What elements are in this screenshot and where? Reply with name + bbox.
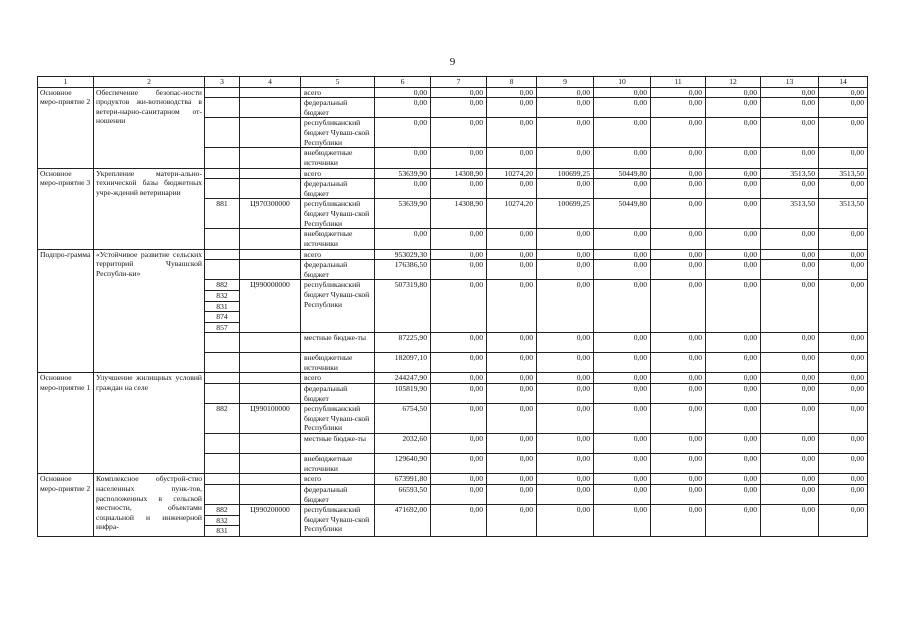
amount-cell: 0,00 bbox=[487, 98, 537, 118]
amount-cell: 0,00 bbox=[761, 280, 819, 333]
amount-cell: 0,00 bbox=[431, 353, 487, 373]
amount-cell: 0,00 bbox=[537, 148, 594, 168]
amount-cell: 50449,80 bbox=[594, 199, 651, 229]
amount-cell: 3513,50 bbox=[761, 168, 819, 179]
amount-cell: 0,00 bbox=[537, 485, 594, 505]
amount-cell: 0,00 bbox=[819, 353, 868, 373]
amount-cell: 0,00 bbox=[819, 249, 868, 260]
amount-cell: 100699,25 bbox=[537, 199, 594, 229]
funding-source: федеральный бюджет bbox=[301, 179, 375, 199]
amount-cell: 0,00 bbox=[431, 485, 487, 505]
amount-cell: 0,00 bbox=[431, 179, 487, 199]
funding-source: местные бюдже-ты bbox=[301, 434, 375, 454]
amount-cell: 0,00 bbox=[651, 384, 706, 404]
amount-cell: 0,00 bbox=[761, 384, 819, 404]
code-cell: 832 bbox=[205, 515, 240, 526]
code-cell: 831 bbox=[205, 301, 240, 312]
amount-cell: 0,00 bbox=[706, 168, 761, 179]
classifier-code: Ц990100000 bbox=[240, 404, 301, 434]
amount-cell: 0,00 bbox=[819, 87, 868, 98]
table-row bbox=[38, 87, 868, 98]
amount-cell: 0,00 bbox=[651, 454, 706, 474]
column-header: 14 bbox=[819, 77, 868, 88]
amount-cell: 0,00 bbox=[537, 384, 594, 404]
amount-cell: 0,00 bbox=[819, 280, 868, 333]
amount-cell: 0,00 bbox=[537, 404, 594, 434]
amount-cell: 0,00 bbox=[431, 87, 487, 98]
amount-cell: 0,00 bbox=[594, 148, 651, 168]
code-cell bbox=[205, 260, 240, 280]
amount-cell: 0,00 bbox=[594, 249, 651, 260]
amount-cell: 105819,90 bbox=[375, 384, 431, 404]
code-cell: 882 bbox=[205, 505, 240, 516]
amount-cell: 0,00 bbox=[819, 260, 868, 280]
amount-cell: 0,00 bbox=[537, 434, 594, 454]
amount-cell: 3513,50 bbox=[761, 199, 819, 229]
funding-source: республиканский бюджет Чуваш-ской Республики bbox=[301, 505, 375, 537]
program-description: Обеспечение безопас-ности продуктов жи-вотноводства в ветери-нарно-санитарном от-ношении bbox=[94, 87, 205, 168]
amount-cell: 0,00 bbox=[594, 229, 651, 249]
amount-cell: 0,00 bbox=[594, 404, 651, 434]
amount-cell: 673991,80 bbox=[375, 474, 431, 485]
code-cell: 857 bbox=[205, 322, 240, 333]
classifier-code bbox=[240, 474, 301, 485]
code-cell bbox=[205, 168, 240, 179]
amount-cell: 10274,20 bbox=[487, 168, 537, 179]
amount-cell: 0,00 bbox=[537, 474, 594, 485]
column-header: 5 bbox=[301, 77, 375, 88]
amount-cell: 0,00 bbox=[706, 148, 761, 168]
column-header: 10 bbox=[594, 77, 651, 88]
code-cell bbox=[205, 87, 240, 98]
amount-cell: 0,00 bbox=[594, 280, 651, 333]
amount-cell: 10274,20 bbox=[487, 199, 537, 229]
amount-cell: 0,00 bbox=[761, 179, 819, 199]
column-header: 7 bbox=[431, 77, 487, 88]
amount-cell: 0,00 bbox=[431, 474, 487, 485]
amount-cell: 0,00 bbox=[706, 260, 761, 280]
amount-cell: 0,00 bbox=[487, 333, 537, 353]
code-cell: 831 bbox=[205, 526, 240, 537]
amount-cell: 0,00 bbox=[537, 353, 594, 373]
page-number: 9 bbox=[449, 56, 456, 68]
column-header: 4 bbox=[240, 77, 301, 88]
classifier-code bbox=[240, 454, 301, 474]
column-header: 12 bbox=[706, 77, 761, 88]
classifier-code bbox=[240, 148, 301, 168]
program-description: Комплексное обустрой-ство населенных пунк-тов, расположенных в сельской местности, объектами социальной и инженерной инфра- bbox=[94, 474, 205, 537]
funding-source: республиканский бюджет Чуваш-ской Республики bbox=[301, 404, 375, 434]
amount-cell: 0,00 bbox=[761, 87, 819, 98]
amount-cell: 0,00 bbox=[819, 229, 868, 249]
amount-cell: 0,00 bbox=[651, 353, 706, 373]
amount-cell: 0,00 bbox=[537, 454, 594, 474]
amount-cell: 0,00 bbox=[819, 373, 868, 384]
code-cell bbox=[205, 384, 240, 404]
amount-cell: 0,00 bbox=[487, 179, 537, 199]
amount-cell: 66593,50 bbox=[375, 485, 431, 505]
amount-cell: 0,00 bbox=[431, 384, 487, 404]
amount-cell: 0,00 bbox=[761, 229, 819, 249]
amount-cell: 0,00 bbox=[706, 98, 761, 118]
amount-cell: 0,00 bbox=[651, 229, 706, 249]
amount-cell: 0,00 bbox=[706, 249, 761, 260]
funding-source: республиканский бюджет Чуваш-ской Республики bbox=[301, 118, 375, 148]
amount-cell: 0,00 bbox=[431, 404, 487, 434]
amount-cell: 0,00 bbox=[761, 260, 819, 280]
code-cell bbox=[205, 353, 240, 373]
amount-cell: 2032,60 bbox=[375, 434, 431, 454]
amount-cell: 0,00 bbox=[431, 229, 487, 249]
column-header: 13 bbox=[761, 77, 819, 88]
amount-cell: 0,00 bbox=[487, 353, 537, 373]
program-label: Подпро-грамма bbox=[38, 249, 94, 373]
code-cell bbox=[205, 373, 240, 384]
code-cell bbox=[205, 333, 240, 353]
amount-cell: 471692,00 bbox=[375, 505, 431, 537]
column-header: 1 bbox=[38, 77, 94, 88]
code-cell: 881 bbox=[205, 199, 240, 229]
funding-source: федеральный бюджет bbox=[301, 384, 375, 404]
program-label: Основное меро-приятие 2 bbox=[38, 87, 94, 168]
amount-cell: 0,00 bbox=[819, 505, 868, 537]
amount-cell: 0,00 bbox=[487, 384, 537, 404]
code-cell: 882 bbox=[205, 280, 240, 291]
classifier-code bbox=[240, 353, 301, 373]
amount-cell: 0,00 bbox=[651, 168, 706, 179]
amount-cell: 53639,90 bbox=[375, 168, 431, 179]
amount-cell: 0,00 bbox=[761, 505, 819, 537]
amount-cell: 0,00 bbox=[706, 333, 761, 353]
funding-source: всего bbox=[301, 168, 375, 179]
amount-cell: 0,00 bbox=[651, 485, 706, 505]
amount-cell: 0,00 bbox=[651, 179, 706, 199]
amount-cell: 0,00 bbox=[651, 434, 706, 454]
funding-source: всего bbox=[301, 474, 375, 485]
classifier-code bbox=[240, 485, 301, 505]
amount-cell: 0,00 bbox=[594, 260, 651, 280]
amount-cell: 0,00 bbox=[431, 98, 487, 118]
column-header: 9 bbox=[537, 77, 594, 88]
amount-cell: 0,00 bbox=[375, 98, 431, 118]
amount-cell: 0,00 bbox=[594, 384, 651, 404]
amount-cell: 0,00 bbox=[706, 87, 761, 98]
table-row bbox=[38, 249, 868, 260]
funding-source: внебюджетные источники bbox=[301, 229, 375, 249]
amount-cell: 0,00 bbox=[594, 434, 651, 454]
funding-source: республиканский бюджет Чуваш-ской Республики bbox=[301, 199, 375, 229]
amount-cell: 0,00 bbox=[537, 179, 594, 199]
classifier-code bbox=[240, 260, 301, 280]
amount-cell: 0,00 bbox=[594, 353, 651, 373]
amount-cell: 0,00 bbox=[487, 373, 537, 384]
amount-cell: 0,00 bbox=[651, 333, 706, 353]
amount-cell: 0,00 bbox=[761, 454, 819, 474]
amount-cell: 0,00 bbox=[431, 148, 487, 168]
amount-cell: 0,00 bbox=[761, 373, 819, 384]
amount-cell: 0,00 bbox=[706, 505, 761, 537]
budget-table bbox=[37, 76, 868, 537]
amount-cell: 0,00 bbox=[819, 404, 868, 434]
classifier-code: Ц990000000 bbox=[240, 280, 301, 333]
amount-cell: 0,00 bbox=[487, 434, 537, 454]
classifier-code bbox=[240, 98, 301, 118]
amount-cell: 0,00 bbox=[651, 474, 706, 485]
amount-cell: 0,00 bbox=[651, 148, 706, 168]
program-description: Улучшение жилищных условий граждан на селе bbox=[94, 373, 205, 474]
code-cell bbox=[205, 474, 240, 485]
amount-cell: 0,00 bbox=[375, 148, 431, 168]
program-description: «Устойчивое развитие сельских территорий Чувашской Республи-ки» bbox=[94, 249, 205, 373]
amount-cell: 0,00 bbox=[537, 98, 594, 118]
amount-cell: 0,00 bbox=[651, 87, 706, 98]
column-header: 11 bbox=[651, 77, 706, 88]
amount-cell: 0,00 bbox=[537, 229, 594, 249]
program-description: Укрепление матери-ально-технической базы бюджетных учре-ждений ветеринарии bbox=[94, 168, 205, 249]
amount-cell: 0,00 bbox=[819, 333, 868, 353]
amount-cell: 0,00 bbox=[706, 199, 761, 229]
amount-cell: 0,00 bbox=[819, 179, 868, 199]
funding-source: республиканский бюджет Чуваш-ской Республики bbox=[301, 280, 375, 333]
amount-cell: 0,00 bbox=[487, 260, 537, 280]
classifier-code: Ц970300000 bbox=[240, 199, 301, 229]
table-row bbox=[38, 373, 868, 384]
amount-cell: 0,00 bbox=[706, 373, 761, 384]
amount-cell: 0,00 bbox=[706, 384, 761, 404]
amount-cell: 87225,90 bbox=[375, 333, 431, 353]
code-cell: 874 bbox=[205, 312, 240, 323]
amount-cell: 0,00 bbox=[487, 118, 537, 148]
amount-cell: 0,00 bbox=[431, 505, 487, 537]
amount-cell: 14308,90 bbox=[431, 168, 487, 179]
amount-cell: 0,00 bbox=[431, 280, 487, 333]
amount-cell: 0,00 bbox=[431, 118, 487, 148]
amount-cell: 0,00 bbox=[761, 333, 819, 353]
amount-cell: 0,00 bbox=[594, 485, 651, 505]
amount-cell: 0,00 bbox=[761, 148, 819, 168]
amount-cell: 0,00 bbox=[431, 434, 487, 454]
amount-cell: 244247,90 bbox=[375, 373, 431, 384]
column-header: 8 bbox=[487, 77, 537, 88]
code-cell bbox=[205, 249, 240, 260]
amount-cell: 0,00 bbox=[537, 87, 594, 98]
amount-cell: 0,00 bbox=[375, 87, 431, 98]
column-header: 2 bbox=[94, 77, 205, 88]
amount-cell: 0,00 bbox=[537, 249, 594, 260]
amount-cell: 14308,90 bbox=[431, 199, 487, 229]
amount-cell: 50449,80 bbox=[594, 168, 651, 179]
classifier-code bbox=[240, 249, 301, 260]
amount-cell: 0,00 bbox=[375, 179, 431, 199]
amount-cell: 0,00 bbox=[431, 249, 487, 260]
amount-cell: 0,00 bbox=[487, 404, 537, 434]
amount-cell: 176386,50 bbox=[375, 260, 431, 280]
amount-cell: 0,00 bbox=[487, 229, 537, 249]
amount-cell: 0,00 bbox=[594, 118, 651, 148]
funding-source: федеральный бюджет bbox=[301, 98, 375, 118]
code-cell bbox=[205, 434, 240, 454]
amount-cell: 0,00 bbox=[375, 229, 431, 249]
classifier-code bbox=[240, 384, 301, 404]
program-label: Основное меро-приятие 1 bbox=[38, 373, 94, 474]
amount-cell: 0,00 bbox=[651, 98, 706, 118]
code-cell bbox=[205, 148, 240, 168]
amount-cell: 6754,50 bbox=[375, 404, 431, 434]
amount-cell: 953029,30 bbox=[375, 249, 431, 260]
amount-cell: 0,00 bbox=[761, 434, 819, 454]
amount-cell: 0,00 bbox=[594, 474, 651, 485]
funding-source: местные бюдже-ты bbox=[301, 333, 375, 353]
funding-source: федеральный бюджет bbox=[301, 260, 375, 280]
program-label: Основное меро-приятие 2 bbox=[38, 474, 94, 537]
header-row bbox=[38, 77, 868, 88]
amount-cell: 0,00 bbox=[487, 474, 537, 485]
amount-cell: 0,00 bbox=[431, 454, 487, 474]
amount-cell: 0,00 bbox=[537, 333, 594, 353]
amount-cell: 0,00 bbox=[651, 260, 706, 280]
amount-cell: 0,00 bbox=[594, 98, 651, 118]
funding-source: всего bbox=[301, 249, 375, 260]
code-cell bbox=[205, 229, 240, 249]
code-cell bbox=[205, 98, 240, 118]
amount-cell: 0,00 bbox=[594, 333, 651, 353]
code-cell bbox=[205, 118, 240, 148]
amount-cell: 0,00 bbox=[594, 454, 651, 474]
amount-cell: 0,00 bbox=[487, 148, 537, 168]
amount-cell: 3513,50 bbox=[819, 199, 868, 229]
amount-cell: 182097,10 bbox=[375, 353, 431, 373]
code-cell: 832 bbox=[205, 290, 240, 301]
funding-source: внебюджетные источники bbox=[301, 148, 375, 168]
amount-cell: 0,00 bbox=[651, 404, 706, 434]
amount-cell: 0,00 bbox=[819, 485, 868, 505]
code-cell bbox=[205, 485, 240, 505]
amount-cell: 0,00 bbox=[819, 454, 868, 474]
amount-cell: 0,00 bbox=[487, 454, 537, 474]
amount-cell: 129640,90 bbox=[375, 454, 431, 474]
amount-cell: 0,00 bbox=[706, 179, 761, 199]
amount-cell: 0,00 bbox=[537, 260, 594, 280]
funding-source: всего bbox=[301, 373, 375, 384]
amount-cell: 0,00 bbox=[375, 118, 431, 148]
amount-cell: 0,00 bbox=[594, 87, 651, 98]
table-row bbox=[38, 474, 868, 485]
column-header: 6 bbox=[375, 77, 431, 88]
amount-cell: 0,00 bbox=[706, 474, 761, 485]
amount-cell: 0,00 bbox=[651, 505, 706, 537]
amount-cell: 0,00 bbox=[706, 485, 761, 505]
code-cell: 882 bbox=[205, 404, 240, 434]
amount-cell: 0,00 bbox=[819, 98, 868, 118]
classifier-code bbox=[240, 87, 301, 98]
classifier-code bbox=[240, 333, 301, 353]
amount-cell: 0,00 bbox=[706, 353, 761, 373]
amount-cell: 0,00 bbox=[651, 199, 706, 229]
amount-cell: 0,00 bbox=[537, 280, 594, 333]
classifier-code bbox=[240, 229, 301, 249]
code-cell bbox=[205, 179, 240, 199]
amount-cell: 0,00 bbox=[706, 434, 761, 454]
classifier-code: Ц990200000 bbox=[240, 505, 301, 537]
amount-cell: 0,00 bbox=[651, 373, 706, 384]
amount-cell: 0,00 bbox=[537, 373, 594, 384]
funding-source: внебюджетные источники bbox=[301, 353, 375, 373]
amount-cell: 0,00 bbox=[431, 373, 487, 384]
amount-cell: 0,00 bbox=[594, 179, 651, 199]
amount-cell: 53639,90 bbox=[375, 199, 431, 229]
amount-cell: 100699,25 bbox=[537, 168, 594, 179]
amount-cell: 0,00 bbox=[487, 505, 537, 537]
amount-cell: 0,00 bbox=[537, 505, 594, 537]
program-label: Основное меро-приятие 3 bbox=[38, 168, 94, 249]
amount-cell: 0,00 bbox=[487, 485, 537, 505]
amount-cell: 0,00 bbox=[761, 474, 819, 485]
amount-cell: 0,00 bbox=[761, 118, 819, 148]
amount-cell: 3513,50 bbox=[819, 168, 868, 179]
amount-cell: 0,00 bbox=[819, 118, 868, 148]
classifier-code bbox=[240, 179, 301, 199]
code-cell bbox=[205, 454, 240, 474]
amount-cell: 0,00 bbox=[651, 118, 706, 148]
funding-source: внебюджетные источники bbox=[301, 454, 375, 474]
amount-cell: 0,00 bbox=[487, 87, 537, 98]
amount-cell: 0,00 bbox=[594, 373, 651, 384]
amount-cell: 0,00 bbox=[761, 404, 819, 434]
amount-cell: 0,00 bbox=[706, 454, 761, 474]
funding-source: федеральный бюджет bbox=[301, 485, 375, 505]
classifier-code bbox=[240, 434, 301, 454]
amount-cell: 0,00 bbox=[487, 280, 537, 333]
amount-cell: 0,00 bbox=[819, 474, 868, 485]
amount-cell: 0,00 bbox=[761, 353, 819, 373]
column-header: 3 bbox=[205, 77, 240, 88]
amount-cell: 0,00 bbox=[706, 404, 761, 434]
amount-cell: 0,00 bbox=[819, 148, 868, 168]
amount-cell: 0,00 bbox=[706, 118, 761, 148]
classifier-code bbox=[240, 373, 301, 384]
classifier-code bbox=[240, 168, 301, 179]
amount-cell: 0,00 bbox=[761, 485, 819, 505]
amount-cell: 0,00 bbox=[651, 249, 706, 260]
amount-cell: 0,00 bbox=[706, 280, 761, 333]
amount-cell: 0,00 bbox=[706, 229, 761, 249]
amount-cell: 0,00 bbox=[487, 249, 537, 260]
amount-cell: 507319,80 bbox=[375, 280, 431, 333]
amount-cell: 0,00 bbox=[761, 98, 819, 118]
amount-cell: 0,00 bbox=[594, 505, 651, 537]
amount-cell: 0,00 bbox=[431, 260, 487, 280]
amount-cell: 0,00 bbox=[819, 434, 868, 454]
amount-cell: 0,00 bbox=[431, 333, 487, 353]
amount-cell: 0,00 bbox=[651, 280, 706, 333]
amount-cell: 0,00 bbox=[761, 249, 819, 260]
funding-source: всего bbox=[301, 87, 375, 98]
amount-cell: 0,00 bbox=[537, 118, 594, 148]
amount-cell: 0,00 bbox=[819, 384, 868, 404]
classifier-code bbox=[240, 118, 301, 148]
table-row bbox=[38, 168, 868, 179]
